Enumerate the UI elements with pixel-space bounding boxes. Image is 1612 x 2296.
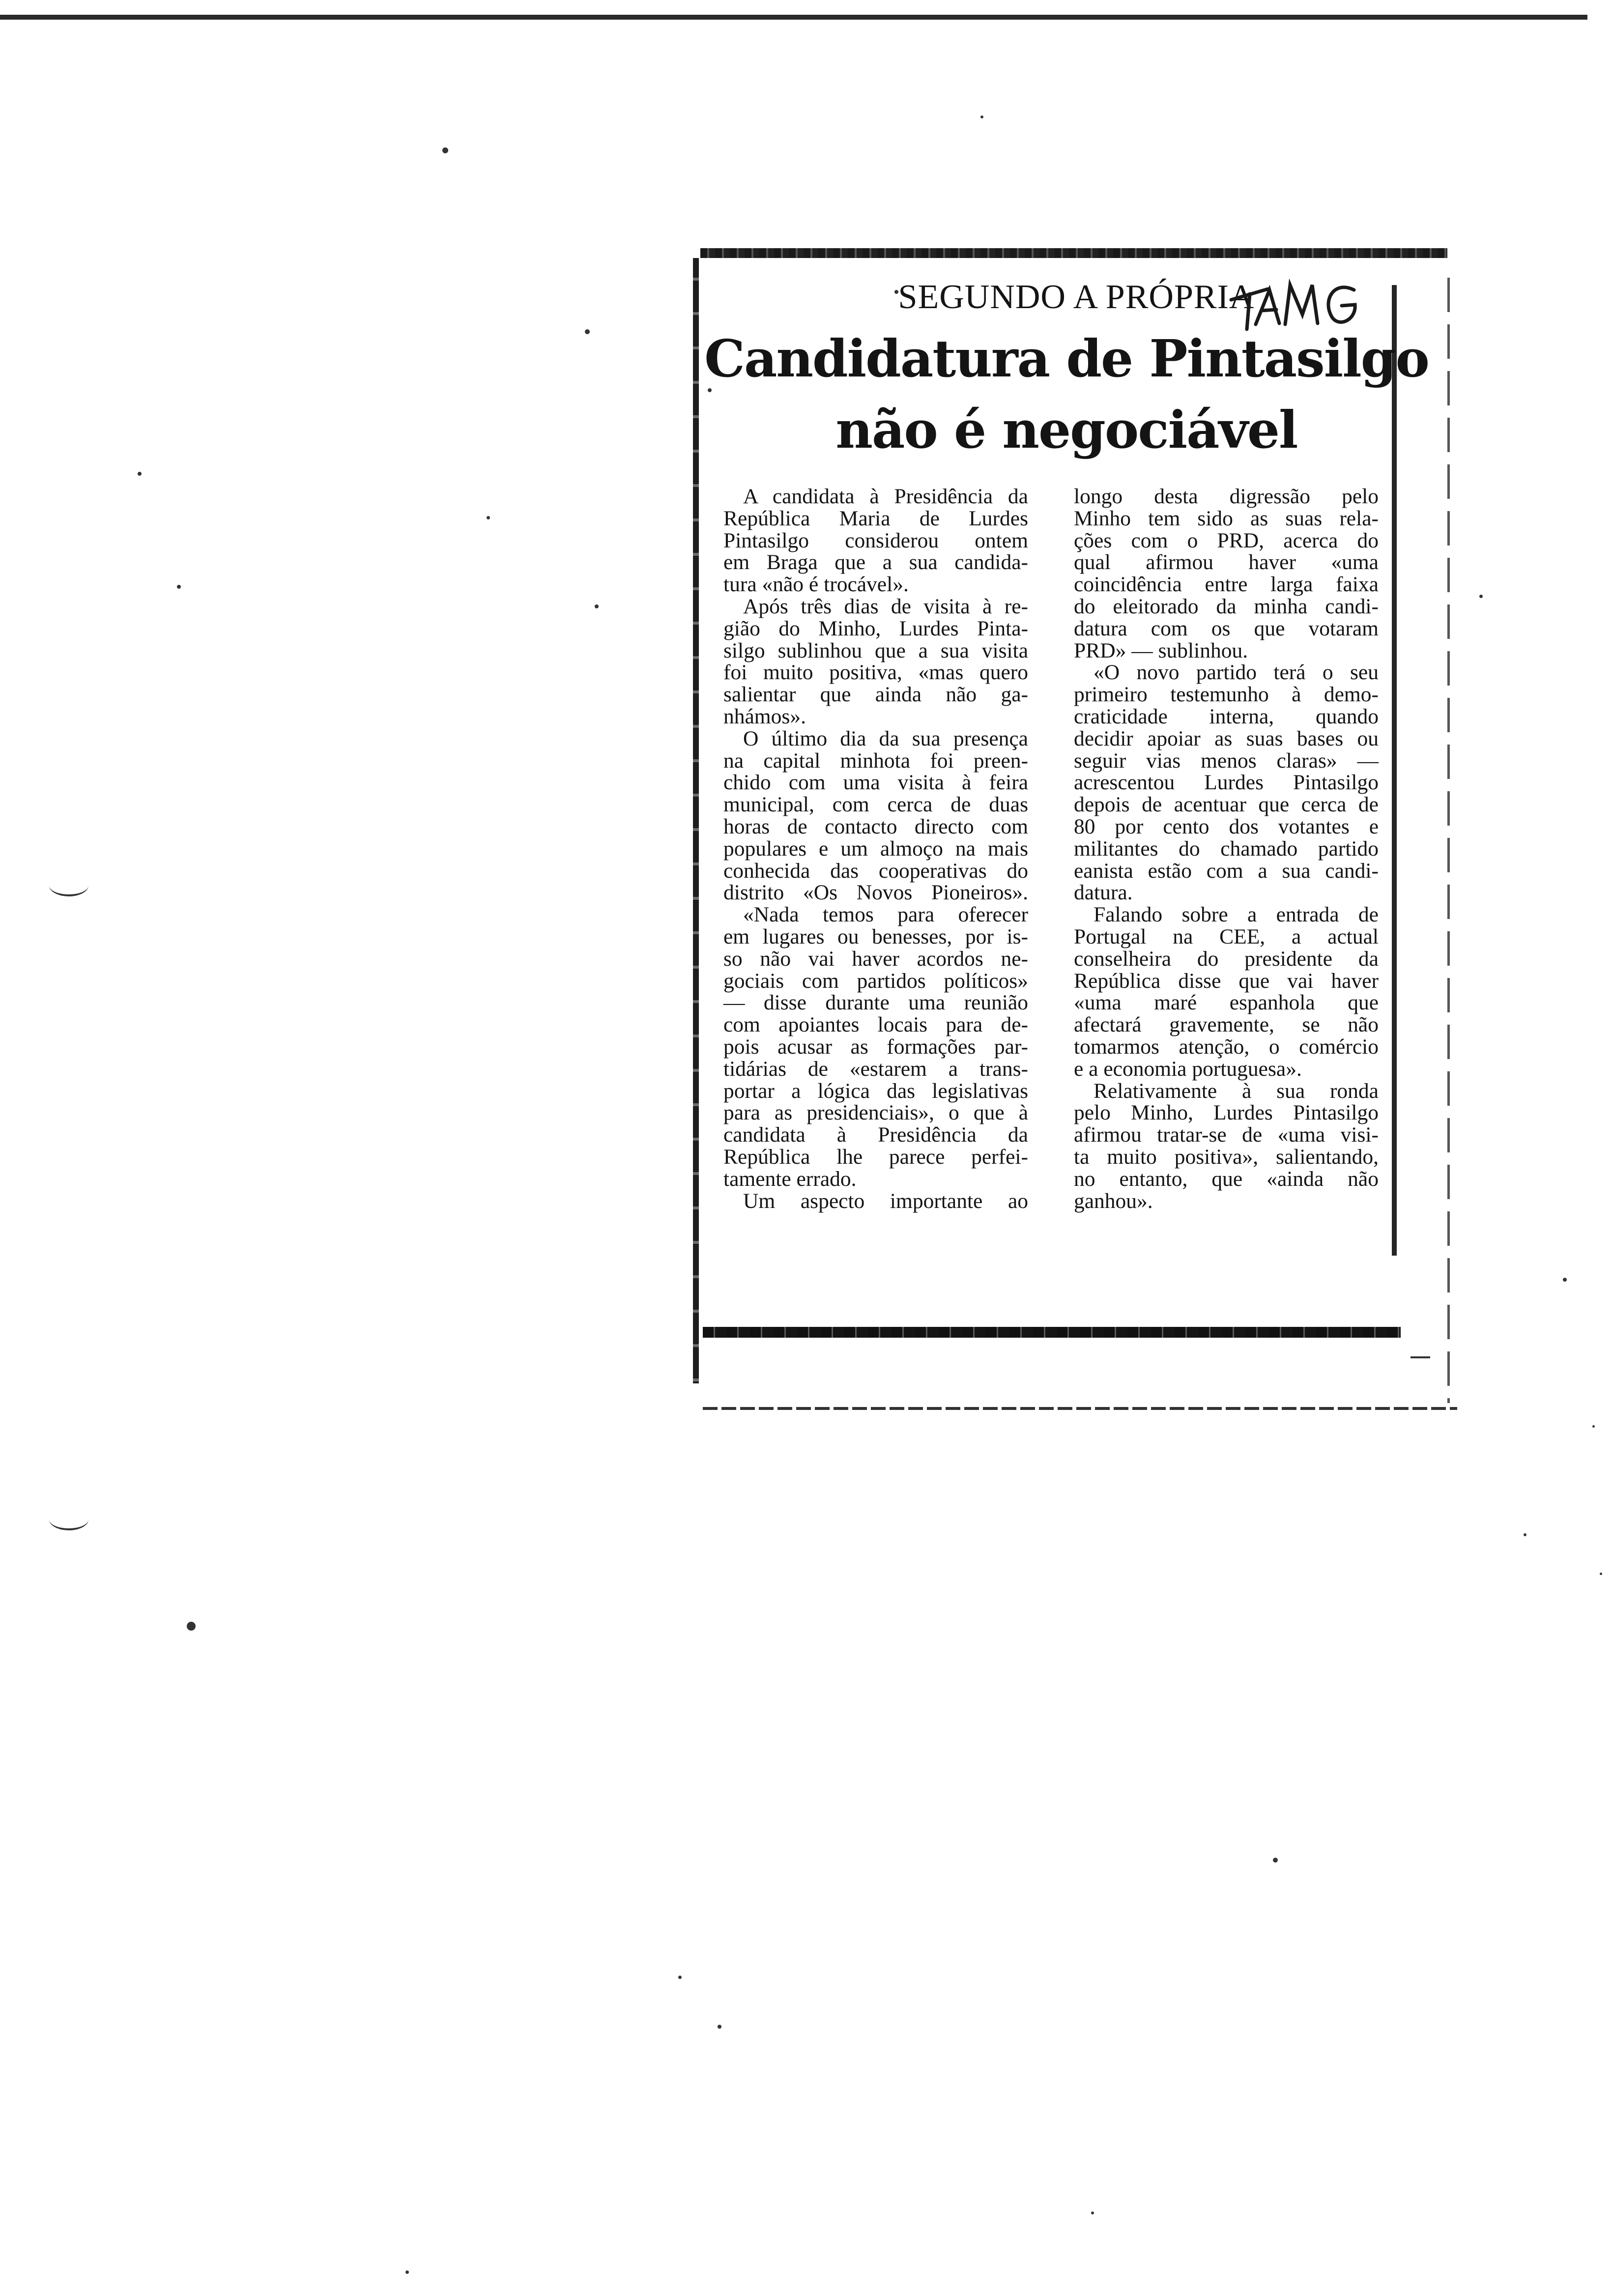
newspaper-clipping	[693, 248, 1460, 1413]
text-line: seguir vias menos claras» —	[1074, 748, 1379, 773]
text-line: do eleitorado da minha candi-	[1074, 594, 1379, 618]
text-line: O último dia da sua presença	[743, 726, 1028, 750]
text-line: distrito «Os Novos Pioneiros».	[723, 881, 1028, 905]
text-line: nhámos».	[723, 704, 806, 728]
scan-speck	[1479, 595, 1483, 598]
clipping-top-rule	[700, 248, 1447, 258]
text-line: tura «não é trocável».	[723, 573, 909, 597]
text-line: portar a lógica das legislativas	[723, 1079, 1028, 1103]
text-line: República disse que vai haver	[1074, 969, 1379, 993]
text-line: eanista estão com a sua candi-	[1074, 859, 1379, 883]
text-line: tidárias de «estarem a trans-	[723, 1057, 1028, 1081]
scan-speck	[980, 115, 983, 118]
text-line: Relativamente à sua ronda	[1094, 1079, 1379, 1103]
text-line: foi muito positiva, «mas quero	[723, 660, 1028, 685]
text-line: municipal, com cerca de duas	[723, 793, 1028, 817]
text-line: populares e um almoço na mais	[723, 836, 1028, 861]
scan-speck	[1273, 1858, 1278, 1863]
margin-dash-mark	[1410, 1356, 1430, 1358]
text-line: so não vai haver acordos ne-	[723, 947, 1028, 971]
text-line: Após três dias de visita à re-	[743, 594, 1028, 618]
scan-speck	[718, 2025, 721, 2029]
text-line: depois de acentuar que cerca de	[1074, 793, 1379, 817]
text-line: salientar que ainda não ga-	[723, 683, 1028, 707]
text-line: Pintasilgo considerou ontem	[723, 528, 1028, 552]
text-line: ções com o PRD, acerca do	[1074, 528, 1379, 552]
text-line: militantes do chamado partido	[1074, 836, 1379, 861]
scan-speck	[138, 472, 142, 476]
text-line: em lugares ou benesses, por is-	[723, 924, 1028, 948]
clipping-right-outer-rule	[1447, 278, 1450, 1403]
text-line: horas de contacto directo com	[723, 814, 1028, 838]
text-line: A candidata à Presidência da	[743, 485, 1028, 508]
scan-speck	[678, 1976, 682, 1979]
text-line: tomarmos atenção, o comércio	[1074, 1034, 1379, 1059]
article-kicker: SEGUNDO A PRÓPRIA	[898, 278, 1255, 316]
article-headline-line-1: Candidatura de Pintasilgo	[704, 328, 1429, 389]
text-line: Minho tem sido as suas rela-	[1074, 506, 1379, 530]
text-line: com apoiantes locais para de-	[723, 1013, 1028, 1037]
scan-speck	[585, 329, 590, 334]
text-line: Falando sobre a entrada de	[1094, 903, 1379, 927]
scan-speck	[1592, 1425, 1595, 1428]
text-line: silgo sublinhou que a sua visita	[723, 638, 1028, 662]
text-line: para as presidenciais», o que à	[723, 1101, 1028, 1125]
scan-curve-mark	[49, 1509, 88, 1530]
text-line: «O novo partido terá o seu	[1094, 660, 1379, 685]
text-line: República Maria de Lurdes	[723, 506, 1028, 530]
article-headline-line-2: não é negociável	[835, 400, 1297, 460]
scan-speck	[1563, 1278, 1567, 1282]
clipping-base-rule	[703, 1407, 1457, 1410]
text-line: longo desta digressão pelo	[1074, 485, 1379, 508]
article-column-1	[723, 486, 1028, 1212]
text-line: em Braga que a sua candida-	[723, 550, 1028, 574]
scan-curve-mark	[49, 875, 88, 896]
text-line: «Nada temos para oferecer	[743, 903, 1028, 927]
text-line: afectará gravemente, se não	[1074, 1013, 1379, 1037]
text-line: pois acusar as formações par-	[723, 1034, 1028, 1059]
scan-speck	[1524, 1533, 1526, 1536]
text-line: no entanto, que «ainda não	[1074, 1167, 1379, 1191]
scan-speck	[595, 604, 599, 608]
text-line: conselheira do presidente da	[1074, 947, 1379, 971]
text-line: PRD» — sublinhou.	[1074, 638, 1248, 662]
scan-speck	[487, 516, 490, 519]
text-line: e a economia portuguesa».	[1074, 1057, 1302, 1081]
article-column-2	[1074, 486, 1379, 1212]
scan-speck	[187, 1622, 196, 1631]
text-line: qual afirmou haver «uma	[1074, 550, 1379, 574]
text-line: decidir apoiar as suas bases ou	[1074, 726, 1379, 750]
handwritten-annotation	[1221, 270, 1369, 334]
text-line: Portugal na CEE, a actual	[1074, 924, 1379, 948]
scan-speck	[442, 147, 448, 153]
text-line: gião do Minho, Lurdes Pinta-	[723, 616, 1028, 640]
clipping-bottom-rule	[703, 1327, 1401, 1338]
text-line: Um aspecto importante ao	[743, 1189, 1028, 1213]
text-line: ganhou».	[1074, 1189, 1153, 1213]
text-line: coincidência entre larga faixa	[1074, 573, 1379, 597]
scan-speck	[177, 585, 181, 589]
text-line: chido com uma visita à feira	[723, 771, 1028, 795]
scan-speck	[1091, 2211, 1094, 2214]
text-line: acrescentou Lurdes Pintasilgo	[1074, 771, 1379, 795]
text-line: datura.	[1074, 881, 1133, 905]
text-line: datura com os que votaram	[1074, 616, 1379, 640]
text-line: candidata à Presidência da	[723, 1123, 1028, 1147]
text-line: na capital minhota foi preen-	[723, 748, 1028, 773]
scan-speck	[1600, 1573, 1602, 1575]
text-line: pelo Minho, Lurdes Pintasilgo	[1074, 1101, 1379, 1125]
scan-speck	[405, 2270, 409, 2274]
text-line: — disse durante uma reunião	[723, 991, 1028, 1015]
text-line: ta muito positiva», salientando,	[1074, 1145, 1379, 1169]
text-line: 80 por cento dos votantes e	[1074, 814, 1379, 838]
text-line: conhecida das cooperativas do	[723, 859, 1028, 883]
text-line: gociais com partidos políticos»	[723, 969, 1028, 993]
text-line: craticidade interna, quando	[1074, 704, 1379, 728]
text-line: tamente errado.	[723, 1167, 857, 1191]
text-line: «uma maré espanhola que	[1074, 991, 1379, 1015]
text-line: afirmou tratar-se de «uma visi-	[1074, 1123, 1379, 1147]
text-line: primeiro testemunho à demo-	[1074, 683, 1379, 707]
text-line: República lhe parece perfei-	[723, 1145, 1028, 1169]
page-top-rule	[0, 15, 1587, 20]
